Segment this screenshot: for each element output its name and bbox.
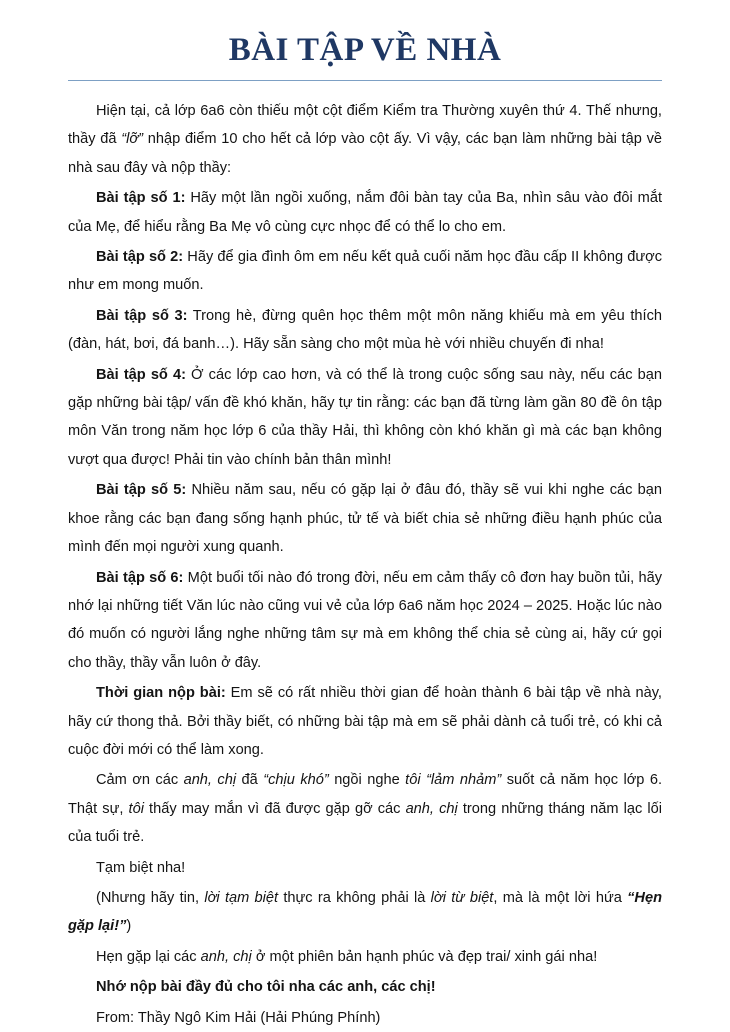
note-text: (Nhưng hãy tin,	[96, 889, 205, 906]
exercise-label: Bài tập số 1:	[96, 190, 186, 207]
exercise-5	[68, 476, 662, 561]
exercise-label: Bài tập số 5:	[96, 482, 187, 499]
intro-paragraph	[68, 97, 662, 182]
deadline-label: Thời gian nộp bài:	[96, 685, 226, 702]
exercise-text: Một buổi tối nào đó trong đời, nếu em cảm thấy cô đơn hay buồn tủi, hãy nhớ lại những tiết Văn lúc nào cũng vui vẻ của lớp 6a6 năm học 2024 – 2025. Hoặc lúc nào đó muốn có người lắng nghe những tâm sự mà em không thể chia sẻ cùng ai, hãy cứ gọi cho thầy, thầy vẫn luôn ở đây.	[68, 569, 662, 671]
thanks-text: Cảm ơn các	[96, 772, 184, 789]
thanks-text: suốt cả năm học lớp 6. Thật sự,	[68, 772, 663, 817]
intro-text: Hiện tại, cả lớp 6a6 còn thiếu một cột điểm Kiểm tra Thường xuyên thứ 4. Thế nhưng, thầy đã	[68, 103, 662, 148]
exercise-1	[68, 184, 662, 241]
exercise-6	[68, 564, 662, 678]
title-divider	[68, 80, 662, 81]
document-body	[68, 97, 662, 1032]
exercise-2	[68, 243, 662, 300]
note-text: thực ra không phải là	[278, 889, 431, 906]
exercise-label: Bài tập số 6:	[96, 569, 184, 586]
see-you-text: Hẹn gặp lại các	[96, 948, 201, 965]
exercise-text: Trong hè, đừng quên học thêm một môn năng khiếu mà em yêu thích (đàn, hát, bơi, đá banh…). Hãy sẵn sàng cho một mùa hè với nhiều chuyến đi nha!	[68, 307, 662, 353]
exercise-3	[68, 302, 662, 359]
page-title: BÀI TẬP VỀ NHÀ	[228, 32, 502, 68]
exercise-text: Ở các lớp cao hơn, và có thể là trong cuộc sống sau này, nếu các bạn gặp những bài tập/ vấn đề khó khăn, hãy tự tin rằng: các bạn đã từng làm gần 80 đề ôn tập môn Văn trong năm học lớp 6 của thầy Hải, thì không còn khó khăn gì mà các bạn không vượt qua được! Phải tin vào chính bản thân mình!	[68, 366, 662, 468]
note-line	[68, 884, 662, 941]
intro-text-end: nhập điểm 10 cho hết cả lớp vào cột ấy. Vì vậy, các bạn làm những bài tập về nhà sau đây và nộp thầy:	[68, 131, 662, 176]
thanks-text: đã	[236, 772, 264, 789]
exercise-text: Hãy để gia đình ôm em nếu kết quả cuối năm học đầu cấp II không được như em mong muốn.	[68, 249, 662, 294]
thanks-emph: “chịu khó”	[263, 772, 329, 789]
thanks-text: trong những tháng năm lạc lối của tuổi trẻ.	[68, 800, 662, 846]
goodbye-line: Tạm biệt nha!	[96, 859, 186, 876]
exercise-4	[68, 361, 662, 475]
note-text: , mà là một lời hứa	[493, 889, 628, 906]
thanks-emph: anh, chị	[183, 772, 237, 789]
thanks-emph: tôi	[128, 800, 144, 817]
exercise-text: Nhiều năm sau, nếu có gặp lại ở đâu đó, thầy sẽ vui khi nghe các bạn khoe rằng các bạn đang sống hạnh phúc, tử tế và biết chia sẻ những điều hạnh phúc của mình đến mọi người xung quanh.	[68, 482, 662, 556]
signature-line: From: Thầy Ngô Kim Hải (Hải Phúng Phính)	[96, 1009, 381, 1026]
exercise-label: Bài tập số 4:	[96, 366, 186, 383]
see-you-emph: anh, chị	[200, 948, 252, 965]
reminder-text: Nhớ nộp bài đầy đủ cho tôi nha các anh, các chị!	[96, 979, 436, 996]
see-you-text: ở một phiên bản hạnh phúc và đẹp trai/ xinh gái nha!	[251, 948, 598, 965]
see-you-line	[68, 943, 662, 971]
thanks-text: thấy may mắn vì đã được gặp gỡ các	[143, 800, 406, 817]
reminder-line	[68, 973, 662, 1001]
thanks-text: ngồi nghe	[328, 772, 406, 789]
deadline-text: Em sẽ có rất nhiều thời gian để hoàn thành 6 bài tập về nhà này, hãy cứ thong thả. Bởi thầy biết, có những bài tập mà em sẽ phải dành cả tuổi trẻ, có khi cả cuộc đời mới có thể làm xong.	[68, 685, 662, 758]
note-emph: lời tạm biệt	[204, 889, 279, 906]
note-promise: “Hẹn gặp lại!”	[68, 889, 662, 935]
exercise-label: Bài tập số 3:	[96, 307, 188, 324]
exercise-label: Bài tập số 2:	[96, 249, 184, 266]
exercise-text: Hãy một lần ngồi xuống, nắm đôi bàn tay của Ba, nhìn sâu vào đôi mắt của Mẹ, để hiểu rằng Ba Mẹ vô cùng cực nhọc để có thể lo cho em.	[68, 190, 663, 235]
intro-quote: “lỡ”	[121, 131, 144, 148]
thanks-emph: anh, chị	[405, 800, 458, 817]
thanks-paragraph	[68, 766, 662, 851]
note-text: )	[126, 918, 132, 935]
thanks-emph: “lảm nhảm”	[426, 772, 502, 789]
thanks-emph: tôi	[405, 772, 421, 789]
deadline-paragraph	[68, 679, 662, 764]
note-emph: lời từ biệt	[430, 889, 494, 906]
